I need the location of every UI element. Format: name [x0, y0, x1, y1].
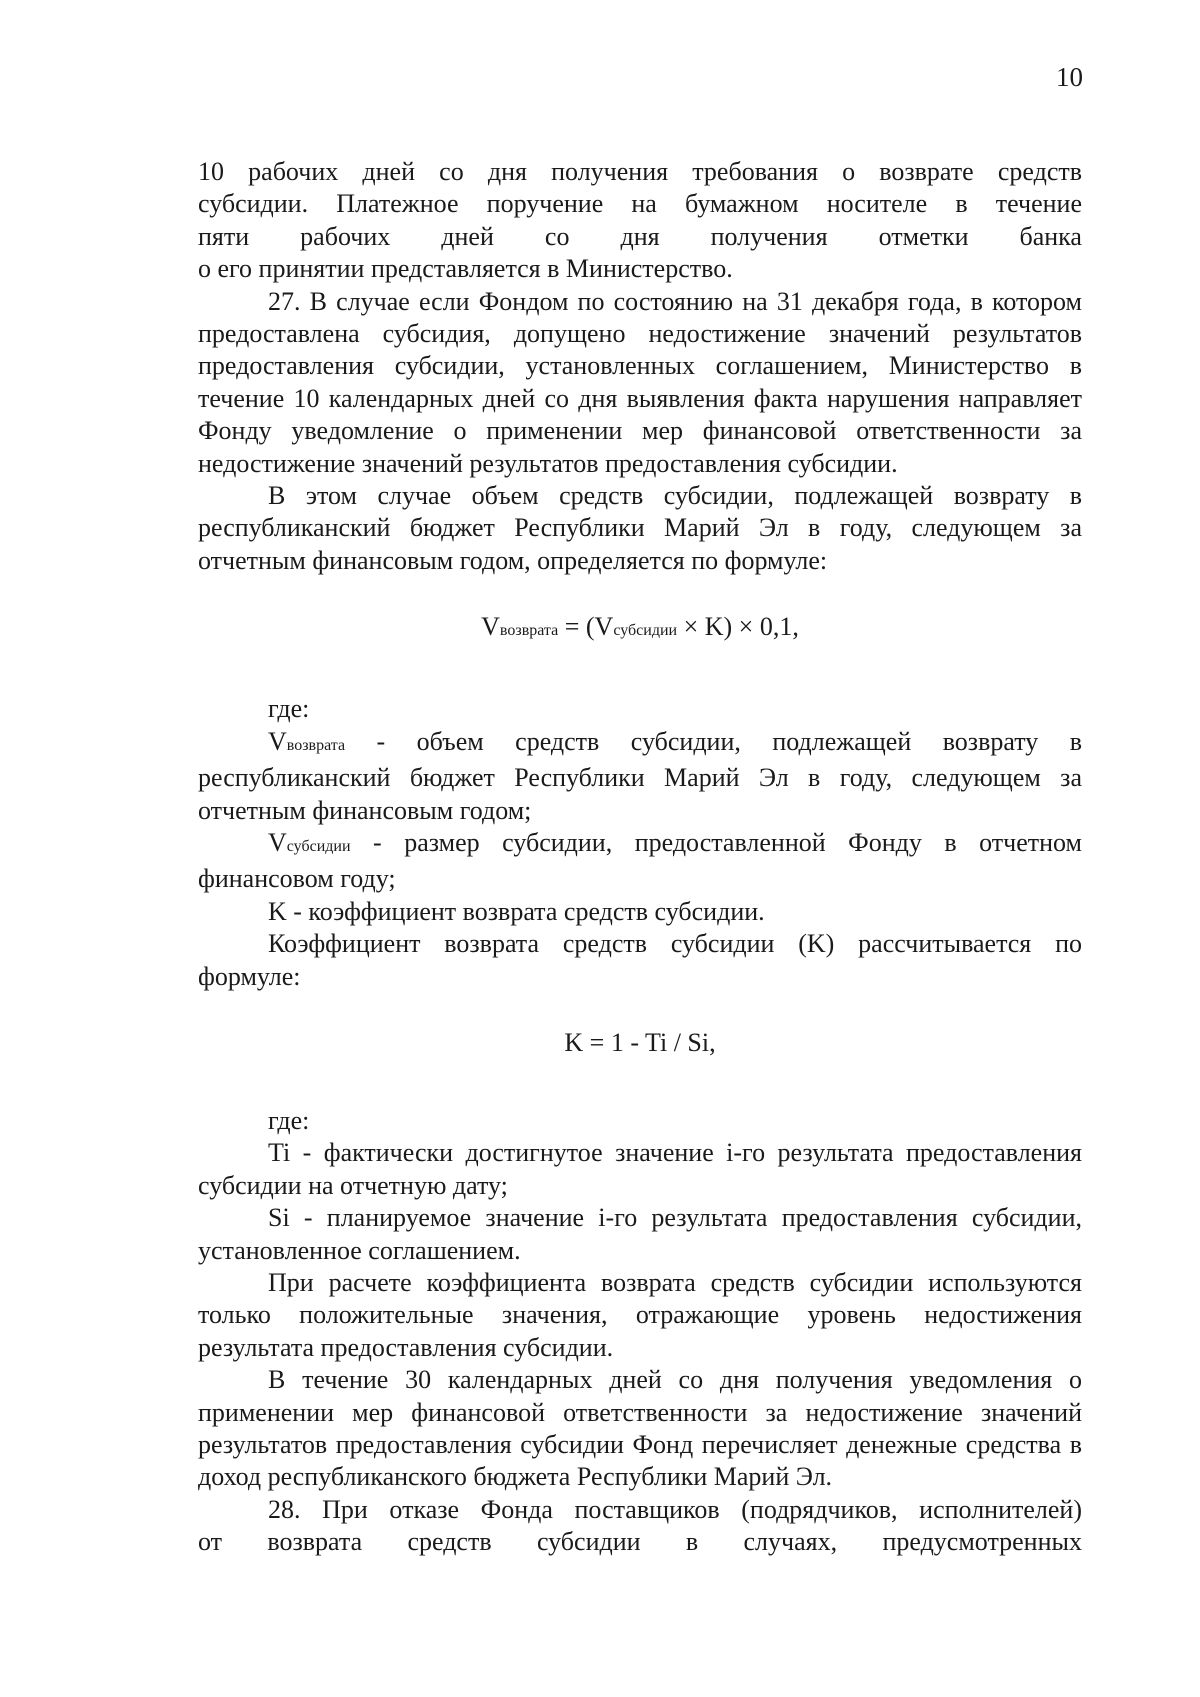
formula-return-volume: Vвозврата = (Vсубсидии × K) × 0,1, — [481, 612, 799, 642]
word: банка — [1019, 221, 1082, 251]
definition-v-return: Vвозврата - объем средств субсидии, подлежащей возврату в республиканский бюджет Республики Марий Эл в году, следующем за отчетным финансовым годом; — [198, 726, 1082, 825]
paragraph-continuation — [198, 156, 1082, 286]
paragraph-line-spread — [198, 1526, 1082, 1558]
word: случаях, — [743, 1527, 838, 1557]
paragraph-coefficient: Коэффициент возврата средств субсидии (K) рассчитывается по формуле: — [198, 929, 1082, 991]
where-label: где: — [268, 1105, 310, 1135]
word: от — [198, 1527, 223, 1557]
paragraph-return-volume: В этом случае объем средств субсидии, подлежащей возврату в республиканский бюджет Республики Марий Эл в году, следующем за отчетным финансовым годом, определяется по формуле: — [198, 481, 1082, 575]
paragraph-line: 10 рабочих дней со дня получения требования о возврате средств — [198, 157, 1082, 186]
definition-v-subsidy: Vсубсидии - размер субсидии, предоставленной Фонду в отчетном финансовом году; — [198, 827, 1082, 894]
paragraph-27: 27. В случае если Фондом по состоянию на 31 декабря года, в котором предоставлена субсидия, допущено недостижение значений результатов предоставления субсидии, установленных соглашением, Министерство в течение 10 календарных дней со дня выявления факта нарушения направляет Фонду уведомление о применении мер финансовой ответственности за недостижение значений результатов предоставления субсидии. — [198, 286, 1082, 478]
formula-coefficient: K = 1 - Ti / Si, — [564, 1027, 716, 1057]
word: дня — [620, 221, 660, 251]
word: средств — [407, 1527, 492, 1557]
definition-ti: Ti - фактически достигнутое значение i-го результата предоставления субсидии на отчетную дату; — [198, 1138, 1082, 1200]
word: возврата — [267, 1527, 363, 1557]
paragraph-line: о его принятии представляется в Министерство. — [198, 254, 733, 284]
paragraph-28: 28. При отказе Фонда поставщиков (подрядчиков, исполнителей) — [268, 1494, 1082, 1524]
paragraph-calculation: При расчете коэффициента возврата средств субсидии используются только положительные значения, отражающие уровень недостижения результата предоставления субсидии. — [198, 1267, 1082, 1362]
paragraph-line: субсидии. Платежное поручение на бумажном носителе в течение — [198, 189, 1082, 219]
word: предусмотренных — [882, 1527, 1082, 1557]
word: получения — [710, 221, 828, 251]
word: субсидии — [536, 1527, 641, 1557]
page-number: 10 — [1056, 62, 1083, 92]
word: рабочих — [300, 221, 391, 251]
document-body — [198, 156, 1082, 1559]
word: отметки — [878, 221, 969, 251]
paragraph-line-spread — [198, 221, 1082, 253]
where-label: где: — [268, 694, 310, 724]
paragraph-30-days: В течение 30 календарных дней со дня получения уведомления о применении мер финансовой ответственности за недостижение значений результатов предоставления субсидии Фонд перечисляет денежные средства в доход республиканского бюджета Республики Марий Эл. — [198, 1365, 1082, 1492]
word: в — [685, 1527, 699, 1557]
word: дней — [441, 221, 494, 251]
word: пяти — [198, 221, 250, 251]
word: со — [544, 221, 570, 251]
definition-k: K - коэффициент возврата средств субсидии. — [268, 896, 765, 926]
definition-si: Si - планируемое значение i-го результата предоставления субсидии, установленное соглашением. — [198, 1203, 1082, 1265]
